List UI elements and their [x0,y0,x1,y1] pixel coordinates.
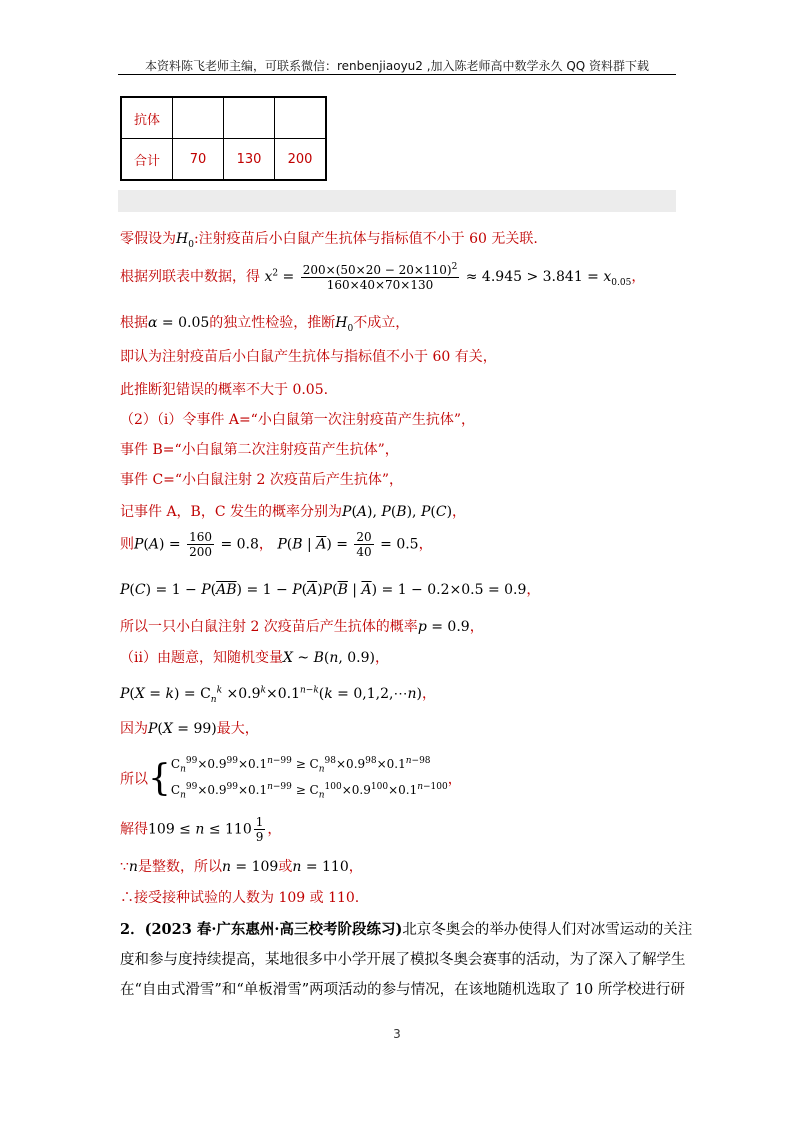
table-cell [275,97,327,139]
probabilities-line: 记事件 A，B，C 发生的概率分别为P(A), P(B), P(C)， [120,504,467,520]
final-answer-line: ∴接受接种试验的人数为 109 或 110. [120,890,360,906]
header-rule [118,74,676,75]
table-cell: 70 [173,139,224,181]
max-line: 因为P(X = 99)最大， [120,721,259,737]
solution-line: 解得109 ≤ n ≤ 110 $\frac{1}{9}$ ， [120,815,282,844]
question-2-line-3: 在“自由式滑雪”和“单板滑雪”两项活动的参与情况，在该地随机选取了 10 所学校进行研 [120,982,685,998]
p-c-line: $P(C) = 1 - P(\overline{AB}) = 1 - P(\overline{A})P(\overline{B}$ | $\overline{A}) = 1 - 0.2\times 0.5 = 0.9$， [120,582,541,598]
table-cell: 200 [275,139,327,181]
event-a-line: （2）（i）令事件 A=“小白鼠第一次注射疫苗产生抗体”， [120,412,475,428]
integer-line: ∵n是整数，所以n = 109或n = 110， [120,859,363,875]
event-b-line: 事件 B=“小白鼠第二次注射疫苗产生抗体”， [120,442,399,458]
table-cell: 抗体 [121,97,173,139]
table-cell: 合计 [121,139,173,181]
question-2-line-2: 度和参与度持续提高，某地很多中小学开展了模拟冬奥会赛事的活动，为了深入了解学生 [120,952,686,968]
pmf-line: $P(X = k) = C_n^k \times 0.9^k\times 0.1^{n-k}(k$ = 0,1,2,⋯n)， [120,685,436,705]
inequality-system-line: 所以{$C_n^{99}\times 0.9^{99}\times 0.1^{n-99} \ge C_n^{98}\times 0.9^{98}\times 0.1^{n-98}$ $C_n^{99}\times 0.9^{99}\times 0.1^{n-99} \ge C_n^{100}\times 0.9^{100}\times 0.1^{n-100}$， [120,752,462,805]
conclusion-line: 即认为注射疫苗后小白鼠产生抗体与指标值不小于 60 有关， [120,349,497,365]
chi-square-line: 根据列联表中数据，得 $x^2$ = $\frac{200\times(50\times 20 - 20\times 110)^2}{160\times 40\times 70\times 130}$ ≈ $4.945 > 3.841 = x_{0.05}$， [120,262,646,292]
error-probability-line: 此推断犯错误的概率不大于 0.05. [120,382,329,398]
inequality-system: $C_n^{99}\times 0.9^{99}\times 0.1^{n-99} \ge C_n^{98}\times 0.9^{98}\times 0.1^{n-98}$ $C_n^{99}\times 0.9^{99}\times 0.1^{n-99} \ge C_n^{100}\times 0.9^{100}\times 0.1^{n-100}$ [170,756,448,801]
question-2-line-1: 2．(2023 春·广东惠州·高三校考阶段练习)北京冬奥会的举办使得人们对冰雪运动的关注 [120,921,693,938]
table-cell [224,97,275,139]
table-row [121,139,326,181]
answer-banner [118,190,676,212]
event-c-line: 事件 C=“小白鼠注射 2 次疫苗后产生抗体”， [120,472,404,488]
independence-test-line: 根据α = 0.05的独立性检验，推断$H_0$不成立， [120,315,410,334]
table-row [121,97,326,139]
table-cell [173,97,224,139]
page-header: 本资料陈飞老师主编，可联系微信：renbenjiaoyu2 ,加入陈老师高中数学永久 QQ 资料群下载 [144,59,650,73]
contingency-table [120,96,327,181]
p-result-line: 所以一只小白鼠注射 2 次疫苗后产生抗体的概率p = 0.9， [120,619,484,635]
null-hypothesis-line: 零假设为$H_0$:注射疫苗后小白鼠产生抗体与指标值不小于 60 无关联. [120,231,538,250]
table-cell: 130 [224,139,275,181]
binomial-line: （ii）由题意，知随机变量X ~ B(n, 0.9)， [120,650,390,666]
page-number: 3 [393,1027,401,1041]
p-a-line: 则P(A) = $\frac{160}{200}$ = 0.8， P(B | $\overline{A}$) = $\frac{20}{40}$ = 0.5， [120,530,433,559]
chi-square-fraction: $\frac{200\times(50\times 20 - 20\times 110)^2}{160\times 40\times 70\times 130}$ [302,262,458,292]
